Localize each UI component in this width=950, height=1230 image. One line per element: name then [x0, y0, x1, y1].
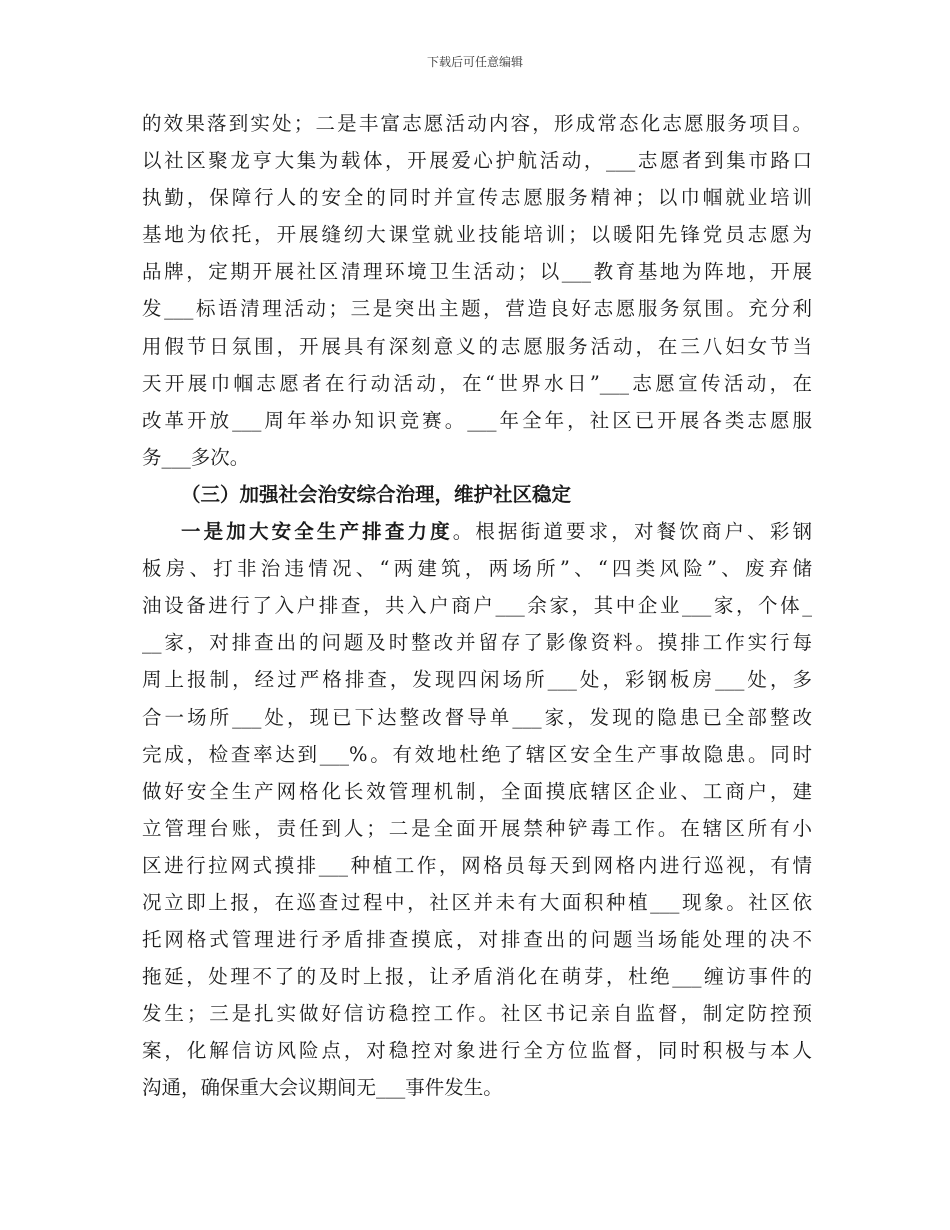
page-header: 下载后可任意编辑 [426, 55, 523, 69]
paragraph-line: 用假节日氛围，开展具有深刻意义的志愿服务活动，在三八妇女节当 [142, 334, 812, 358]
document-body [142, 105, 812, 1107]
paragraph-line: 周上报制，经过严格排查，发现四闲场所___处，彩钢板房___处，多 [142, 668, 812, 692]
paragraph-line: 做好安全生产网格化长效管理机制，全面摸底辖区企业、工商户，建 [142, 779, 812, 803]
paragraph-line: 发___标语清理活动；三是突出主题，营造良好志愿服务氛围。充分利 [142, 297, 812, 321]
paragraph-line: 改革开放___周年举办知识竞赛。___年全年，社区已开展各类志愿服 [142, 408, 812, 432]
bold-lead-text: 一是加大安全生产排查力度 [181, 520, 453, 544]
paragraph-line: 执勤，保障行人的安全的同时并宣传志愿服务精神；以巾帼就业培训 [142, 186, 812, 210]
paragraph-line: 况立即上报，在巡查过程中，社区并未有大面积种植___现象。社区依 [142, 890, 812, 914]
paragraph-line: 天开展巾帼志愿者在行动活动，在“世界水日”___志愿宣传活动，在 [142, 371, 812, 395]
paragraph-line: 发生；三是扎实做好信访稳控工作。社区书记亲自监督，制定防控预 [142, 1002, 812, 1026]
paragraph-line: 合一场所___处，现已下达整改督导单___家，发现的隐患已全部整改 [142, 705, 812, 729]
paragraph-line: 油设备进行了入户排查，共入户商户___余家，其中企业___家，个体_ [142, 594, 812, 618]
paragraph-line: 以社区聚龙亨大集为载体，开展爱心护航活动，___志愿者到集市路口 [142, 149, 812, 173]
paragraph-line: 托网格式管理进行矛盾排查摸底，对排查出的问题当场能处理的决不 [142, 928, 812, 952]
paragraph-line: 品牌，定期开展社区清理环境卫生活动；以___教育基地为阵地，开展 [142, 260, 812, 284]
paragraph-line: 务___多次。 [142, 445, 250, 469]
paragraph-line: 区进行拉网式摸排___种植工作，网格员每天到网格内进行巡视，有情 [142, 853, 812, 877]
paragraph-line [142, 513, 812, 550]
paragraph-line: 案，化解信访风险点，对稳控对象进行全方位监督，同时积极与本人 [142, 1039, 812, 1063]
paragraph-line: __家，对排查出的问题及时整改并留存了影像资料。摸排工作实行每 [142, 631, 812, 655]
paragraph-line: 沟通，确保重大会议期间无___事件发生。 [142, 1076, 503, 1100]
paragraph-line: 立管理台账，责任到人；二是全面开展禁种铲毒工作。在辖区所有小 [142, 816, 812, 840]
paragraph-line: 基地为依托，开展缝纫大课堂就业技能培训；以暖阳先锋党员志愿为 [142, 223, 812, 247]
paragraph-line: 拖延，处理不了的及时上报，让矛盾消化在萌芽，杜绝___缠访事件的 [142, 965, 812, 989]
paragraph-line: 的效果落到实处；二是丰富志愿活动内容，形成常态化志愿服务项目。 [142, 112, 812, 135]
paragraph-line: 完成，检查率达到___%。有效地杜绝了辖区安全生产事故隐患。同时 [142, 742, 812, 766]
paragraph-line: 板房、打非治违情况、“两建筑，两场所”、“四类风险”、废弃储 [142, 557, 812, 581]
section-heading: （三）加强社会治安综合治理，维护社区稳定 [181, 482, 572, 506]
line-text: 。根据街道要求，对餐饮商户、彩钢 [452, 520, 812, 544]
